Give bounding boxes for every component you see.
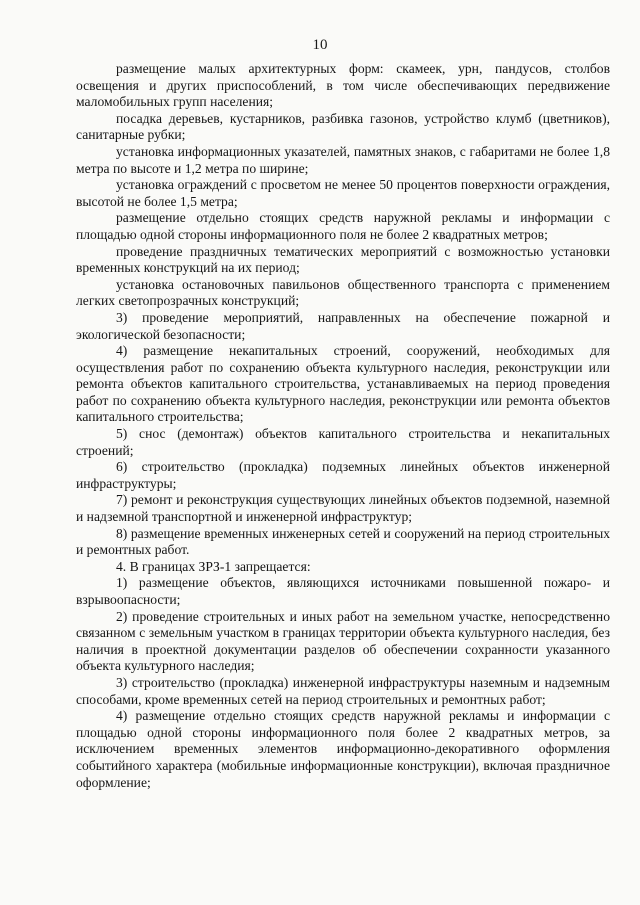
paragraph: 4) размещение отдельно стоящих средств наружной рекламы и информации с площадью одной стороны информационного поля более 2 квадратных метров, за исключением временных элементов информационно-декоративного оформления событийного характера (мобильные информационные конструкции), включая праздничное оформление; (76, 708, 610, 790)
paragraph: 1) размещение объектов, являющихся источниками повышенной пожаро- и взрывоопасности; (76, 575, 610, 607)
paragraph: установка информационных указателей, памятных знаков, с габаритами не более 1,8 метра по высоте и 1,2 метра по ширине; (76, 143, 610, 176)
page-number: 10 (312, 37, 328, 53)
paragraph: установка ограждений с просветом не менее 50 процентов поверхности ограждения, высотой не более 1,5 метра; (76, 177, 610, 209)
paragraph: 8) размещение временных инженерных сетей и сооружений на период строительных и ремонтных работ. (76, 525, 610, 558)
paragraph: размещение отдельно стоящих средств наружной рекламы и информации с площадью одной стороны информационного поля не более 2 квадратных метров; (76, 210, 610, 242)
paragraph: посадка деревьев, кустарников, разбивка газонов, устройство клумб (цветников), санитарные рубки; (76, 110, 610, 143)
paragraph: 2) проведение строительных и иных работ на земельном участке, непосредственно связанном с земельным участком в границах территории объекта культурного наследия, без наличия в проектной документации разделов об обеспечении сохранности указанного объекта культурного наследия; (76, 608, 610, 674)
paragraph: 7) ремонт и реконструкция существующих линейных объектов подземной, наземной и надземной транспортной и инженерной инфраструктур; (76, 492, 610, 525)
paragraph: 4) размещение некапитальных строений, сооружений, необходимых для осуществления работ по сохранению объекта культурного наследия, реконструкции или ремонта объектов капитального строительства, устанавливаемых на период проведения работ по сохранению объекта культурного наследия, реконструкции или ремонта объектов капитального строительства; (76, 343, 610, 425)
paragraph: 5) снос (демонтаж) объектов капитального строительства и некапитальных строений; (76, 426, 610, 458)
section-heading: 4. В границах ЗРЗ-1 запрещается: (116, 558, 311, 574)
paragraph: 3) строительство (прокладка) инженерной инфраструктуры наземным и надземным способами, кроме временных сетей на период строительных и ремонтных работ; (76, 674, 610, 707)
document-body (76, 61, 610, 791)
paragraph: размещение малых архитектурных форм: скамеек, урн, пандусов, столбов освещения и других приспособлений, в том числе обеспечивающих передвижение маломобильных групп населения; (76, 61, 610, 110)
paragraph: проведение праздничных тематических мероприятий с возможностью установки временных конструкций на их период; (76, 243, 610, 276)
paragraph: 3) проведение мероприятий, направленных на обеспечение пожарной и экологической безопасности; (76, 309, 610, 342)
paragraph: 6) строительство (прокладка) подземных линейных объектов инженерной инфраструктуры; (76, 459, 610, 491)
paragraph: установка остановочных павильонов общественного транспорта с применением легких светопрозрачных конструкций; (76, 276, 610, 309)
